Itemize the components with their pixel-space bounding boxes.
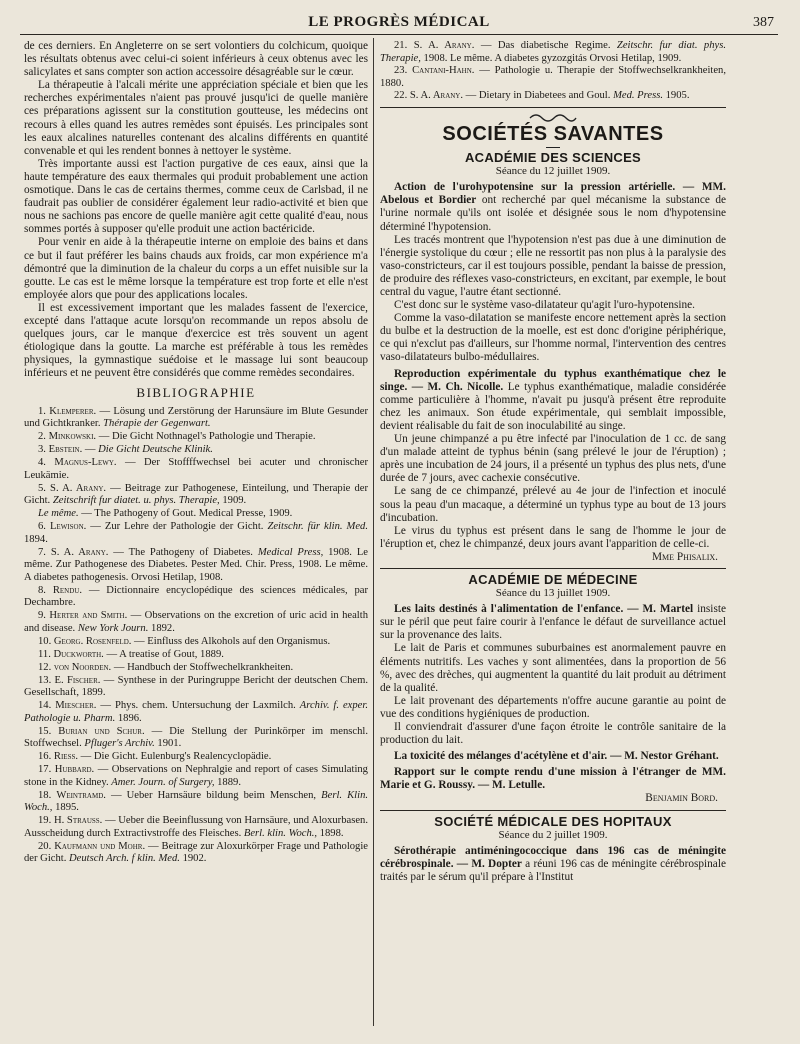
bibliography-entry xyxy=(24,457,368,482)
report-text: Il conviendrait d'assurer d'une façon étroite le contrôle sanitaire de la production du lait. xyxy=(380,721,726,747)
paragraph: Très importante aussi est l'action purgative de ces eaux, ainsi que la haute température des eaux thermales qui produit probablement une action osmotique. Dans le cas de certains thermes, comme ceux de Carlsbad, il ne faudrait pas oublier de considérer également leur radio-activité et bien que nous ne sachions pas encore de quelle manière agit cette qualité d'eau, nous sommes portés à supposer qu'elle produit une action bactéricide. xyxy=(24,157,368,236)
entry-author: Weintramd. xyxy=(56,789,106,801)
right-column xyxy=(380,40,726,1030)
entry-author: Duckworth. xyxy=(53,648,104,660)
report-paragraph xyxy=(380,766,726,792)
entry-text: — Ueber Harnsäure bildung beim Menschen, xyxy=(105,789,322,801)
academie-sciences-body xyxy=(380,181,726,551)
signature: Benjamin Bord. xyxy=(645,792,718,805)
entry-text: — Synthese in der Puringruppe Bericht der deutschen Chem. Gesellschaft, 1899. xyxy=(24,674,368,699)
bibliography-entry xyxy=(24,726,368,751)
paragraph xyxy=(380,299,726,312)
entry-author: Klemperer. xyxy=(49,405,97,417)
entry-author: Kaufmann und Mohr. xyxy=(54,840,146,852)
entry-number: 14. xyxy=(38,700,52,712)
section-rule xyxy=(380,810,726,811)
entry-source: Berl. Klin. Woch., xyxy=(24,789,368,814)
column-divider xyxy=(373,38,374,1026)
paragraph xyxy=(380,642,726,694)
entry-author: S. A. Arany. xyxy=(50,482,107,494)
entry-author: S. A. Arany. xyxy=(413,40,475,51)
entry-author: Herter and Smith. xyxy=(49,610,128,622)
report-text: Le lait de Paris et communes suburbaines est anormalement pauvre en éléments nutritifs. Les vaches y sont alimentées, dans la proportion de 56 %, avec des drèches, qui augmentent la quantité du lait produit au détriment de la qualité. xyxy=(380,642,726,694)
entry-number: 15. xyxy=(38,725,52,737)
entry-author: Ebstein. xyxy=(48,444,83,456)
entry-number: 7. xyxy=(38,546,46,558)
entry-number: 19. xyxy=(38,815,52,827)
entry-number: 20. xyxy=(38,840,52,852)
entry-text: — Einfluss des Alkohols auf den Organismus. xyxy=(131,635,331,647)
entry-number: 3. xyxy=(38,444,46,456)
entry-source: Zeitschr. für klin. Med. xyxy=(267,521,368,533)
entry-number: 2. xyxy=(38,431,46,443)
bibliography-entry xyxy=(24,636,368,649)
report-paragraph xyxy=(380,368,726,433)
bibliography-entry xyxy=(24,662,368,675)
entry-tail: — The Pathogeny of Gout. Medical Presse, 1909. xyxy=(78,508,293,520)
report-title: Reproduction expérimentale du typhus exanthématique chez le singe. — M. Ch. Nicolle. xyxy=(380,367,726,393)
bibliography-entry xyxy=(24,751,368,764)
entry-number: 13. xyxy=(38,674,52,686)
report-text: Les tracés montrent que l'hypotension n'est pas due à une diminution de l'énergie systolique du cœur ; elle ne ressortit pas non plus à la paralysie des vaso-constricteurs, car il est toujours possible, pendant la baisse de pression, de produire des réflexes vaso-constricteurs, en excitant, par exemple, le bout central du vague, l'autre étant sectionné. xyxy=(380,233,726,298)
bibliography-entry xyxy=(24,406,368,431)
entry-text: — Beitrage zur Pathogenese, Einteilung, und Therapie der Gicht. xyxy=(24,482,368,507)
entry-tail: 1896. xyxy=(115,712,142,724)
report-text: Un jeune chimpanzé a pu être infecté par l'inoculation de 1 cc. de sang d'un malade atteint de typhus bénin (sang prélevé le jour de l'éruption) ; après une incubation de 24 jours, il a présenté un typhus des plus nets, d'une durée de 7 jours, avec cachexie consécutive. xyxy=(380,433,726,485)
entry-text: — Dietary in Diabetees and Goul. xyxy=(463,90,614,102)
report-title: Action de l'urohypotensine sur la pression artérielle. — MM. Abelous et Bordier xyxy=(380,181,726,207)
report-text: ont recherché par quel mécanisme la substance de l'urine normale qu'ils ont isolée et désignée sous le nom d'hypotensine déterminé l'hypotension. xyxy=(380,194,726,233)
entry-text: — Das diabetische Regime. xyxy=(474,40,617,51)
entry-text: — Observations on the excretion of uric acid in health and disease. xyxy=(24,610,368,634)
paragraph: Il est excessivement important que les malades fassent de l'exercice, excepté dans l'attaque acute lorsqu'on recommande un repos absolu de quelques jours, car le manque d'exercice est très souvent un agent étiologique dans la goutte. La marche est préférable à tous les remèdes physiques, la gymnastique suédoise et le massage lui sont beaucoup inférieurs et ne peuvent être considérés que comme remèdes secondaires. xyxy=(24,301,368,380)
entry-number: 11. xyxy=(38,648,51,660)
entry-number: 5. xyxy=(38,482,46,494)
entry-number: 9. xyxy=(38,610,46,622)
paragraph: La thérapeutie à l'alcali mérite une appréciation spéciale et bien que les recherches expérimentales n'aient pas prouvé jusqu'ici de quelle manière ces préparations agissent sur la constitution goutteuse, les médecins ont recours à elles quand les autres remèdes sont épuisés. Les principales sont les eaux alcalines naturelles contenant des alcalins différents en quantité convenable et qui les rendent bonnes à nettoyer le système. xyxy=(24,79,368,157)
paragraph: Pour venir en aide à la thérapeutie interne on emploie des bains et dans ce but il faut préférer les bains chauds aux froids, car mon expérience m'a démontré que la diminution de la chaleur du corps a un effet nuisible sur la goutte. Le cas est le même lorsque la température est trop forte et elle n'est employée alors que pour des applications locales. xyxy=(24,236,368,301)
left-column xyxy=(24,40,368,1030)
bibliography-list xyxy=(24,406,368,866)
bibliography-entry xyxy=(24,585,368,610)
bibliography-heading: BIBLIOGRAPHIE xyxy=(136,385,256,401)
academie-sciences-title: ACADÉMIE DES SCIENCES xyxy=(464,150,642,166)
bibliography-entry xyxy=(24,764,368,789)
entry-source: Archiv. f. exper. Pathologie u. Pharm. xyxy=(24,700,368,724)
entry-text: — Observations on Nephralgie and report of cases Simulating stone in the Kidney. xyxy=(24,764,368,788)
entry-text: — xyxy=(82,444,99,456)
report-text: C'est donc sur le système vaso-dilatateur qu'agit l'uro-hypotensine. xyxy=(394,299,696,312)
entry-number: 4. xyxy=(38,457,46,469)
entry-author: S. A. Arany. xyxy=(409,90,464,102)
entry-tail: 1901. xyxy=(154,738,182,750)
entry-author: Burian und Schur. xyxy=(58,725,145,737)
bibliography-entry xyxy=(24,700,368,725)
societes-savantes-title: SOCIÉTÉS SAVANTES xyxy=(442,122,664,145)
entry-author: S. A. Arany. xyxy=(50,546,109,558)
bibliography-entry xyxy=(24,815,368,840)
entry-author: Georg. Rosenfeld. xyxy=(53,635,132,647)
entry-number: 18. xyxy=(38,789,52,801)
entry-number: 23. xyxy=(394,65,408,77)
report-text: a réuni 196 cas de méningite cérébrospinale traités par le sérum qu'il prépare à l'Institut xyxy=(380,857,726,883)
entry-text: — Zur Lehre der Pathologie der Gicht. xyxy=(86,521,268,533)
signature: Mme Phisalix. xyxy=(652,550,718,563)
entry-author: E. Fischer. xyxy=(54,674,101,686)
entry-source: Zeitschr. fur diat. phys. Therapie, xyxy=(380,40,726,64)
entry-author: Minkowski. xyxy=(48,431,97,443)
entry-tail: 1908. Le même. A diabetes gyzozgitás Orvosi Hetilap, 1909. xyxy=(420,52,682,64)
entry-text: — Lösung und Zerstörung der Harunsäure im Blute Gesunder und Gichtkranker. xyxy=(24,405,368,430)
entry-text: — Die Stellung der Purinkörper im menschl. Stoffwechsel. xyxy=(24,725,368,750)
entry-tail: 1889. xyxy=(214,776,241,788)
report-paragraph xyxy=(380,845,726,884)
report-paragraph xyxy=(380,750,726,763)
report-text: insiste sur le péril que peut faire courir à l'enfance le défaut de surveillance actuel sur la provenance des laits. xyxy=(380,603,726,642)
session-date: Séance du 12 juillet 1909. xyxy=(495,165,611,178)
entry-text: — Dictionnaire encyclopédique des sciences médicales, par Dechambre. xyxy=(24,584,368,609)
bibliography-entry xyxy=(24,610,368,635)
entry-author: H. Strauss. xyxy=(53,815,103,827)
entry-source: Medical Press, xyxy=(257,546,324,558)
entry-text: — Pathologie u. Therapie der Stoffwechselkrankheiten, 1880. xyxy=(380,65,726,89)
section-rule xyxy=(380,107,726,108)
entry-text: — Die Gicht Nothnagel's Pathologie und Therapie. xyxy=(96,431,316,443)
paragraph xyxy=(380,433,726,485)
bibliography-entry xyxy=(24,547,368,585)
bibliography-entry xyxy=(24,431,368,444)
bibliography-entry xyxy=(380,65,726,90)
entry-author: Miescher. xyxy=(55,700,97,712)
session-date: Séance du 2 juillet 1909. xyxy=(498,828,608,841)
dash-icon xyxy=(380,141,726,147)
entry-text: — Ueber die Beeinflussung von Harnsäure, und Aloxurbasen. Ausscheidung durch Extractivstroffe des Fleisches. xyxy=(24,815,368,839)
entry-author: von Noorden. xyxy=(53,661,112,673)
entry-author: Magnus-Lewy. xyxy=(54,457,117,469)
bibliography-entry xyxy=(24,444,368,457)
report-paragraph xyxy=(380,181,726,233)
report-paragraph xyxy=(380,603,726,642)
bibliography-entry xyxy=(380,40,726,65)
entry-source: New York Journ. xyxy=(77,622,149,634)
entry-number: 10. xyxy=(38,635,52,647)
entry-number: 6. xyxy=(38,521,46,533)
entry-author: Riess. xyxy=(53,751,79,763)
entry-number: 22. xyxy=(394,90,408,102)
bibliography-continued xyxy=(380,40,726,103)
entry-number: 21. xyxy=(394,40,408,51)
report-title: La toxicité des mélanges d'acétylène et d'air. — M. Nestor Gréhant. xyxy=(394,750,719,763)
entry-number: 1. xyxy=(38,405,46,417)
entry-number: 12. xyxy=(38,661,52,673)
paragraph: de ces derniers. En Angleterre on se sert volontiers du colchicum, quoique les résultats obtenus avec celui-ci soient inférieurs à ceux obtenus avec les salicylates et sans compter son action accessoire désagréable sur le cœur. xyxy=(24,40,368,79)
entry-source: Le même. xyxy=(38,508,79,520)
entry-tail: 1902. xyxy=(179,853,207,865)
entry-text: — Phys. chem. Untersuchung der Laxmilch. xyxy=(96,700,300,712)
entry-text: — A treatise of Gout, 1889. xyxy=(103,648,224,660)
entry-tail: 1892. xyxy=(148,622,175,634)
report-title: Rapport sur le compte rendu d'une mission à l'étranger de MM. Marie et G. Roussy. — M. Letulle. xyxy=(380,766,726,792)
report-text: Le lait provenant des départements n'offre aucune garantie au point de vue des conditions hygiéniques de production. xyxy=(380,694,726,720)
academie-medecine-body xyxy=(380,603,726,792)
entry-source: Deutsch Arch. f klin. Med. xyxy=(69,853,180,865)
report-text: Le sang de ce chimpanzé, prélevé au 4e jour de l'infection et inoculé sous la peau d'un macaque, a déterminé un typhus type au bout de 13 jours d'incubation. xyxy=(380,485,726,524)
entry-text: — The Pathogeny of Diabetes. xyxy=(108,546,258,558)
societe-hopitaux-title: SOCIÉTÉ MÉDICALE DES HOPITAUX xyxy=(434,813,672,829)
bibliography-entry xyxy=(24,649,368,662)
section-rule xyxy=(380,568,726,569)
entry-author: Rendu. xyxy=(52,584,82,596)
entry-tail: 1894. xyxy=(24,533,48,545)
paragraph xyxy=(380,695,726,721)
report-title: Les laits destinés à l'alimentation de l'enfance. — M. Martel xyxy=(394,603,694,616)
entry-source: Thérapie der Gegenwart. xyxy=(103,418,211,430)
bibliography-entry xyxy=(24,790,368,815)
page-number: 387 xyxy=(753,15,774,30)
paragraph xyxy=(380,234,726,299)
report-text: Le typhus exanthématique, maladie considérée comme particulière à l'homme, n'avait pu jusqu'à présent être reproduite chez les animaux. Son étude expérimentale, qui semblait impossible, devient réalisable du fait de son inoculabilité au singe. xyxy=(380,380,726,432)
bibliography-entry xyxy=(380,90,726,103)
entry-number: 16. xyxy=(38,751,52,763)
report-title: Sérothérapie antiméningococcique dans 196 cas de méningite cérébrospinale. — M. Dopter xyxy=(380,844,726,870)
societe-hopitaux-body xyxy=(380,845,726,884)
entry-text: — Der Stoffffwechsel bei acuter und chronischer Leukämie. xyxy=(24,457,368,481)
entry-tail: 1895. xyxy=(52,802,79,814)
academie-medecine-title: ACADÉMIE DE MÉDECINE xyxy=(468,571,638,587)
entry-source: Amer. Journ. of Surgery, xyxy=(111,776,215,788)
entry-number: 17. xyxy=(38,764,52,776)
bibliography-entry xyxy=(24,521,368,546)
entry-source: Med. Press. xyxy=(613,90,663,102)
bibliography-entry xyxy=(24,483,368,508)
entry-tail: 1909. xyxy=(219,495,247,507)
entry-author: Hubbard. xyxy=(54,764,95,776)
entry-tail: 1908. Le même. Zur Pathogenese des Diabetes. Pester Med. Chir. Press, 1908. Le même. A diabetes pathogenesis. Orvosi Hetilap, 1908. xyxy=(24,546,368,583)
paragraph xyxy=(380,721,726,747)
entry-tail: 1898. xyxy=(317,827,344,839)
entry-source: Berl. klin. Woch., xyxy=(243,827,318,839)
entry-text: — Beitrage zur Aloxurkörper Frage und Pathologie der Gicht. xyxy=(24,840,368,865)
entry-source: Zeitschrift fur diatet. u. phys. Therapie, xyxy=(52,495,220,507)
entry-tail: 1905. xyxy=(662,90,690,102)
entry-number: 8. xyxy=(38,584,46,596)
paragraph xyxy=(380,312,726,364)
bibliography-entry xyxy=(24,675,368,700)
entry-author: Cantani-Hahn. xyxy=(412,65,475,77)
paragraph xyxy=(380,485,726,524)
session-date: Séance du 13 juillet 1909. xyxy=(495,587,611,600)
page-header xyxy=(20,8,778,35)
entry-source: Pfluger's Archiv. xyxy=(84,738,155,750)
entry-author: Lewison. xyxy=(49,521,87,533)
entry-text: — Die Gicht. Eulenburg's Realencyclopädie. xyxy=(78,751,272,763)
report-text: Le virus du typhus est présent dans le sang de l'homme le jour de l'éruption et, chez le chimpanzé, deux jours avant l'apparition de celle-ci. xyxy=(380,524,726,550)
journal-title: LE PROGRÈS MÉDICAL xyxy=(308,14,490,30)
entry-source: Die Gicht Deutsche Klinik. xyxy=(98,444,213,456)
report-text: Comme la vaso-dilatation se manifeste encore nettement après la section du bulbe et la destruction de la moelle, est est donc d'origine périphérique, ce qui n'exclut pas d'ailleurs, sur l'homme normal, l'intervention des centres vaso-dilatateurs bulbo-médullaires. xyxy=(380,312,726,364)
entry-text: — Handbuch der Stoffwechelkrankheiten. xyxy=(111,661,294,673)
bibliography-entry xyxy=(24,841,368,866)
paragraph xyxy=(380,525,726,551)
bibliography-entry xyxy=(24,508,368,521)
